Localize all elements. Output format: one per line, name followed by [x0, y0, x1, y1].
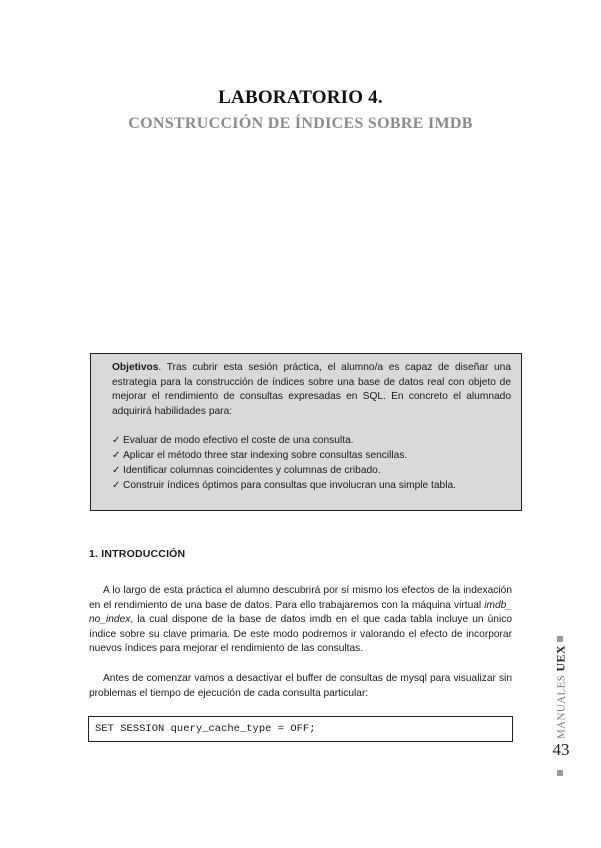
page-title: LABORATORIO 4.: [218, 87, 383, 108]
list-item: [112, 433, 511, 448]
objectives-lead: Objetivos: [112, 362, 159, 373]
checkmark-icon: ✓: [112, 435, 121, 446]
list-item: [112, 448, 511, 463]
list-item: [112, 478, 511, 493]
objectives-text: . Tras cubrir esta sesión práctica, el alumno/a es capaz de diseñar una estrategia para la construcción de índices sobre una base de datos real con objeto de mejorar el rendimiento de consultas expresadas en SQL. En concreto el alumnado adquirirá habilidades para:: [112, 362, 511, 417]
page-margin-marker: [548, 632, 574, 782]
section-heading: 1. INTRODUCCIÓN: [89, 548, 186, 560]
objectives-paragraph: [112, 361, 511, 419]
objectives-list: [112, 433, 511, 493]
square-bullet-icon: [557, 770, 563, 776]
checkmark-icon: ✓: [112, 450, 121, 461]
series-label-light: MANUALES: [555, 671, 568, 740]
series-label: [554, 645, 569, 739]
list-item-text: Evaluar de modo efectivo el coste de una consulta.: [123, 435, 354, 446]
list-item-text: Identificar columnas coincidentes y columnas de cribado.: [123, 465, 381, 476]
objectives-box: [90, 353, 522, 511]
intro-text-end: , la cual dispone de la base de datos imdb en el que cada tabla incluye un único índice sobre su clave primaria. De este modo podremos ir valorando el efecto de incorporar nuevos índices para mejorar el rendimiento de las consultas.: [89, 614, 512, 655]
checkmark-icon: ✓: [112, 465, 121, 476]
sql-code-block: SET SESSION query_cache_type = OFF;: [88, 716, 513, 742]
series-label-bold: UEX: [553, 644, 568, 672]
intro-paragraph: [89, 584, 512, 657]
intro-text-start: A lo largo de esta práctica el alumno descubrirá por sí mismo los efectos de la indexación en el rendimiento de una base de datos. Para ello trabajaremos con la máquina virtual: [89, 585, 512, 611]
buffer-paragraph: Antes de comenzar vamos a desactivar el buffer de consultas de mysql para visualizar sin problemas el tiempo de ejecución de cada consulta particular:: [89, 673, 512, 699]
checkmark-icon: ✓: [112, 480, 121, 491]
list-item-text: Aplicar el método three star indexing sobre consultas sencillas.: [123, 450, 408, 461]
square-bullet-icon: [557, 636, 563, 642]
page-subtitle: CONSTRUCCIÓN DE ÍNDICES SOBRE IMDB: [128, 115, 473, 132]
list-item-text: Construir índices óptimos para consultas que involucran una simple tabla.: [123, 480, 456, 491]
vm-name: imdb_ no_index: [89, 599, 512, 626]
page-number: 43: [552, 740, 570, 759]
list-item: [112, 463, 511, 478]
